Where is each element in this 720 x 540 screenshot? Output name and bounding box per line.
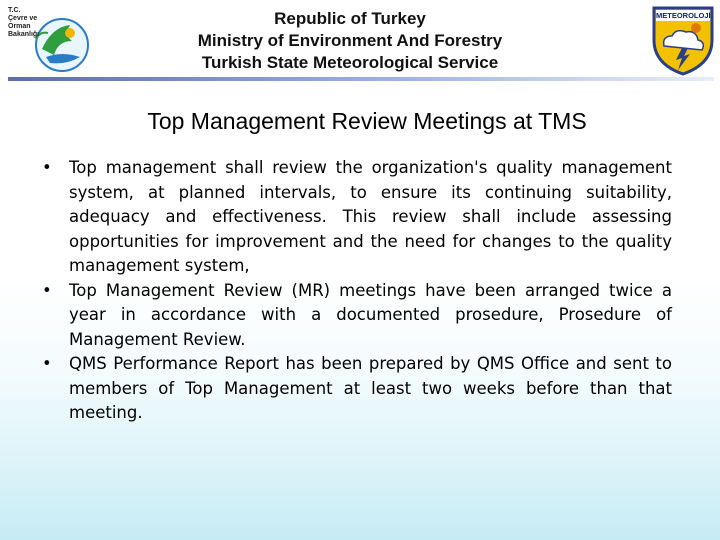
bullet-item — [42, 352, 672, 426]
meteorology-logo — [652, 6, 714, 76]
ministry-logo-line: T.C. — [8, 7, 21, 14]
meteorology-logo-label: METEOROLOJİ — [656, 11, 711, 20]
bullet-text: QMS Performance Report has been prepared by QMS Office and sent to members of Top Management at least two weeks before than that meeting. — [69, 354, 672, 422]
bullet-icon: • — [42, 354, 52, 373]
bullet-list — [42, 156, 672, 426]
header-titles — [150, 8, 550, 74]
ministry-logo-line: Bakanlığı — [8, 31, 40, 38]
ministry-logo-line: Çevre ve Orman — [8, 15, 38, 30]
bullet-text: Top management shall review the organization's quality management system, at planned intervals, to ensure its continuing suitability, adequacy and effectiveness. This review shall include assessing opportunities for improvement and the need for changes to the quality management system, — [69, 158, 672, 275]
header-title-line: Ministry of Environment And Forestry — [197, 31, 503, 50]
header-title-line: Turkish State Meteorological Service — [201, 53, 499, 72]
bullet-text: Top Management Review (MR) meetings have been arranged twice a year in accordance with a documented prosedure, Prosedure of Management Review. — [69, 280, 672, 349]
ministry-logo — [6, 5, 92, 77]
header-divider — [8, 77, 714, 81]
bullet-item — [42, 156, 672, 279]
bullet-icon: • — [42, 280, 52, 300]
header-title-line: Republic of Turkey — [274, 9, 426, 28]
bullet-icon: • — [42, 158, 52, 177]
slide-title: Top Management Review Meetings at TMS — [147, 108, 587, 134]
header-bar — [0, 0, 720, 84]
bullet-item — [42, 279, 672, 353]
ministry-logo-text — [8, 7, 48, 39]
